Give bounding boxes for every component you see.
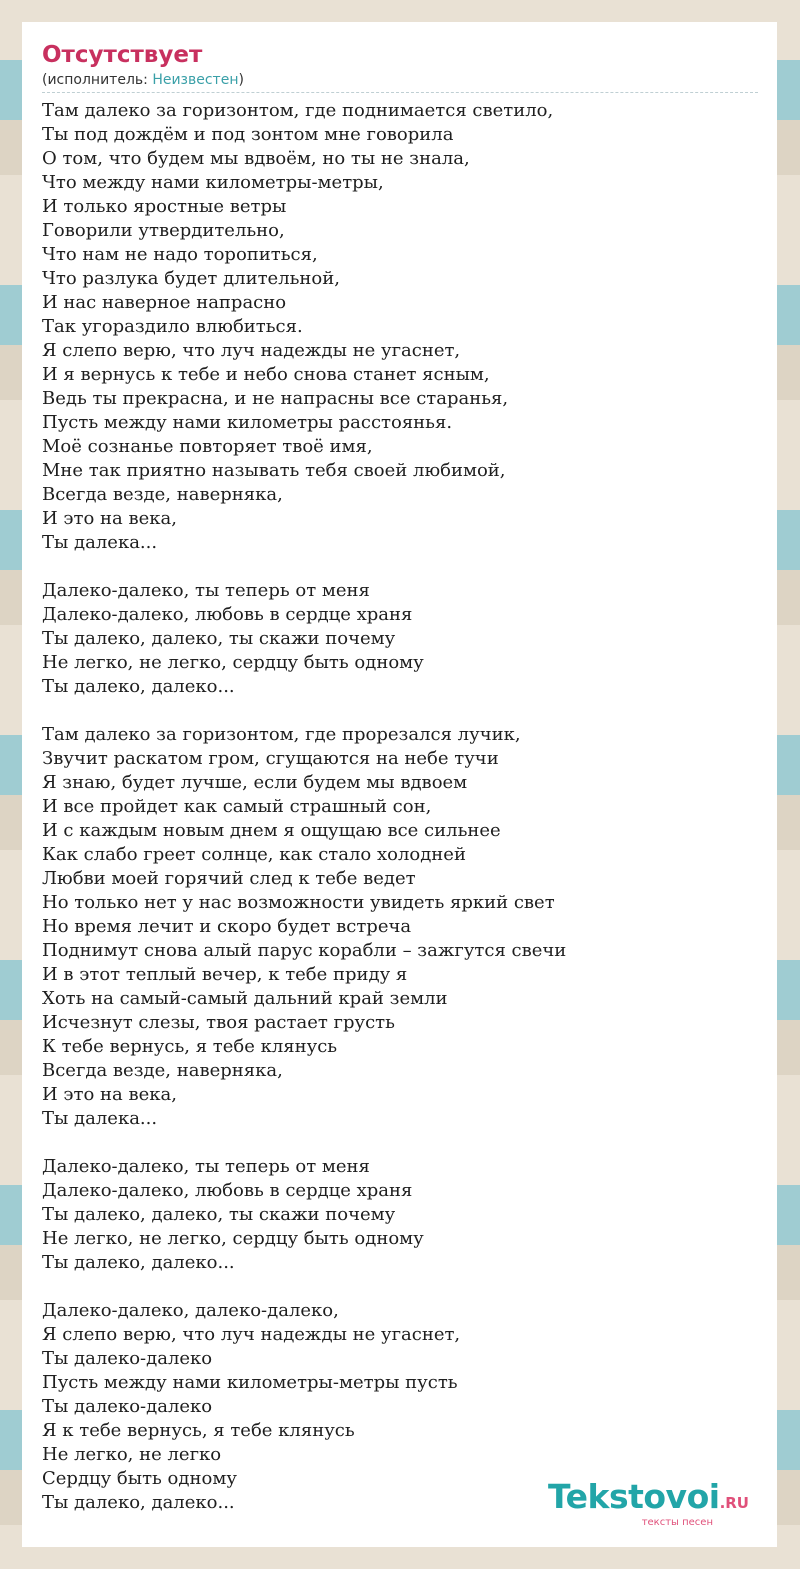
song-title: Отсутствует [42,42,203,68]
lyrics-card [22,22,777,1547]
site-logo[interactable] [548,1479,749,1529]
logo-tagline: тексты песен [641,1517,713,1528]
logo-wordmark [548,1479,749,1521]
lyrics-text: Там далеко за горизонтом, где поднимается светило, Ты под дождём и под зонтом мне говорила О том, что будем мы вдвоём, но ты не знала, Что между нами километры-метры, И только яростные ветры Говорили утвердительно, Что нам не надо торопиться, Что разлука будет длительной, И нас наверное напрасно Так угораздило влюбиться. Я слепо верю, что луч надежды не угаснет, И я вернусь к тебе и небо снова станет ясным, Ведь ты прекрасна, и не напрасны все старанья, Пусть между нами километры расстоянья. Моё сознанье повторяет твоё имя, Мне так приятно называть тебя своей любимой, Всегда везде, наверняка, И это на века, Ты далека... Далеко-далеко, ты теперь от меня Далеко-далеко, любовь в сердце храня Ты далеко, далеко, ты скажи почему Не легко, не легко, сердцу быть одному Ты далеко, далеко... Там далеко за горизонтом, где прорезался лучик, Звучит раскатом гром, сгущаются на небе тучи Я знаю, будет лучше, если будем мы вдвоем И все пройдет как самый страшный сон, И с каждым новым днем я ощущаю все сильнее Как слабо греет солнце, как стало холодней Любви моей горячий след к тебе ведет Но только нет у нас возможности увидеть яркий свет Но время лечит и скоро будет встреча Поднимут снова алый парус корабли – зажгутся свечи И в этот теплый вечер, к тебе приду я Хоть на самый-самый дальний край земли Исчезнут слезы, твоя растает грусть К тебе вернусь, я тебе клянусь Всегда везде, наверняка, И это на века, Ты далека... Далеко-далеко, ты теперь от меня Далеко-далеко, любовь в сердце храня Ты далеко, далеко, ты скажи почему Не легко, не легко, сердцу быть одному Ты далеко, далеко... Далеко-далеко, далеко-далеко, Я слепо верю, что луч надежды не угаснет, Ты далеко-далеко Пусть между нами километры-метры пусть Ты далеко-далеко Я к тебе вернусь, я тебе клянусь Не легко, не легко Сердцу быть одному Ты далеко, далеко... [42,100,567,1513]
artist-line [42,70,758,93]
artist-link[interactable]: Неизвестен [152,72,239,88]
artist-suffix: ) [238,72,244,88]
logo-tld: .RU [719,1494,749,1512]
logo-main-text: Tekstovoi [548,1477,720,1516]
artist-prefix: (исполнитель: [42,72,153,88]
